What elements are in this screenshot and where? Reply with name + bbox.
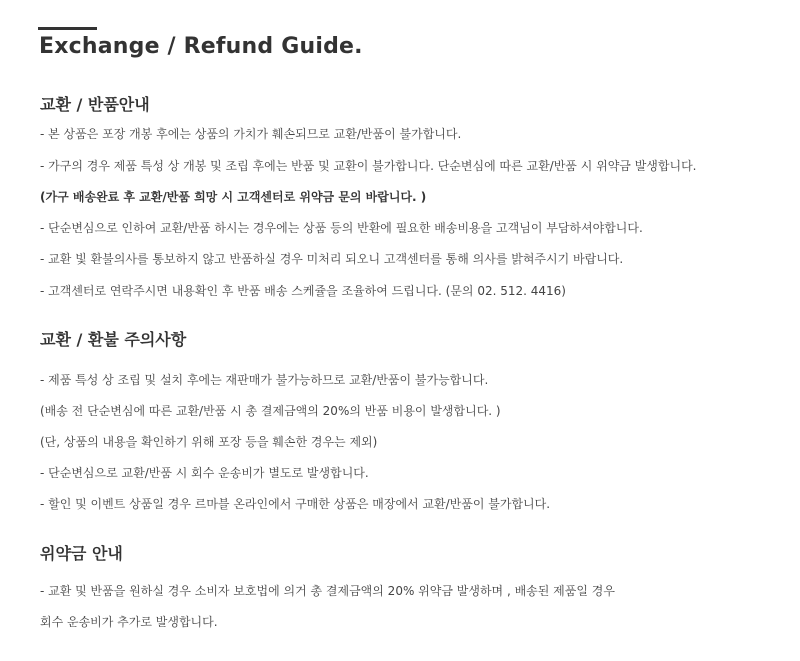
caution-line: - 단순변심으로 교환/반품 시 회수 운송비가 별도로 발생합니다. <box>40 466 369 480</box>
page-title: Exchange / Refund Guide. <box>39 34 363 59</box>
section-title-refund-cautions: 교환 / 환불 주의사항 <box>40 330 187 349</box>
policy-note: (가구 배송완료 후 교환/반품 희망 시 고객센터로 위약금 문의 바랍니다. ) <box>40 190 427 204</box>
section-title-penalty: 위약금 안내 <box>40 544 123 563</box>
section-title-exchange-return: 교환 / 반품안내 <box>40 95 150 114</box>
caution-line: - 제품 특성 상 조립 및 설치 후에는 재판매가 불가능하므로 교환/반품이 불가능합니다. <box>40 373 489 387</box>
title-accent-bar <box>38 27 97 30</box>
caution-note: (단, 상품의 내용을 확인하기 위해 포장 등을 훼손한 경우는 제외) <box>40 435 378 449</box>
penalty-line: - 교환 및 반품을 원하실 경우 소비자 보호법에 의거 총 결제금액의 20% 위약금 발생하며 , 배송된 제품일 경우 <box>40 584 615 598</box>
policy-line: - 교환 빛 환불의사를 통보하지 않고 반품하실 경우 미처리 되오니 고객센터를 통해 의사를 밝혀주시기 바랍니다. <box>40 252 624 266</box>
penalty-line: 회수 운송비가 추가로 발생합니다. <box>40 615 218 629</box>
caution-line: - 할인 및 이벤트 상품일 경우 르마블 온라인에서 구매한 상품은 매장에서 교환/반품이 불가합니다. <box>40 497 551 511</box>
caution-note: (배송 전 단순변심에 따른 교환/반품 시 총 결제금액의 20%의 반품 비용이 발생합니다. ) <box>40 404 501 418</box>
policy-line: - 가구의 경우 제품 특성 상 개봉 및 조립 후에는 반품 및 교환이 불가합니다. 단순변심에 따른 교환/반품 시 위약금 발생합니다. <box>40 159 697 173</box>
policy-line: - 본 상품은 포장 개봉 후에는 상품의 가치가 훼손되므로 교환/반품이 불가합니다. <box>40 127 462 141</box>
policy-line: - 단순변심으로 인하여 교환/반품 하시는 경우에는 상품 등의 반환에 필요한 배송비용을 고객님이 부담하셔야합니다. <box>40 221 643 235</box>
policy-line: - 고객센터로 연락주시면 내용확인 후 반품 배송 스케쥴을 조율하여 드립니다. (문의 02. 512. 4416) <box>40 284 566 298</box>
